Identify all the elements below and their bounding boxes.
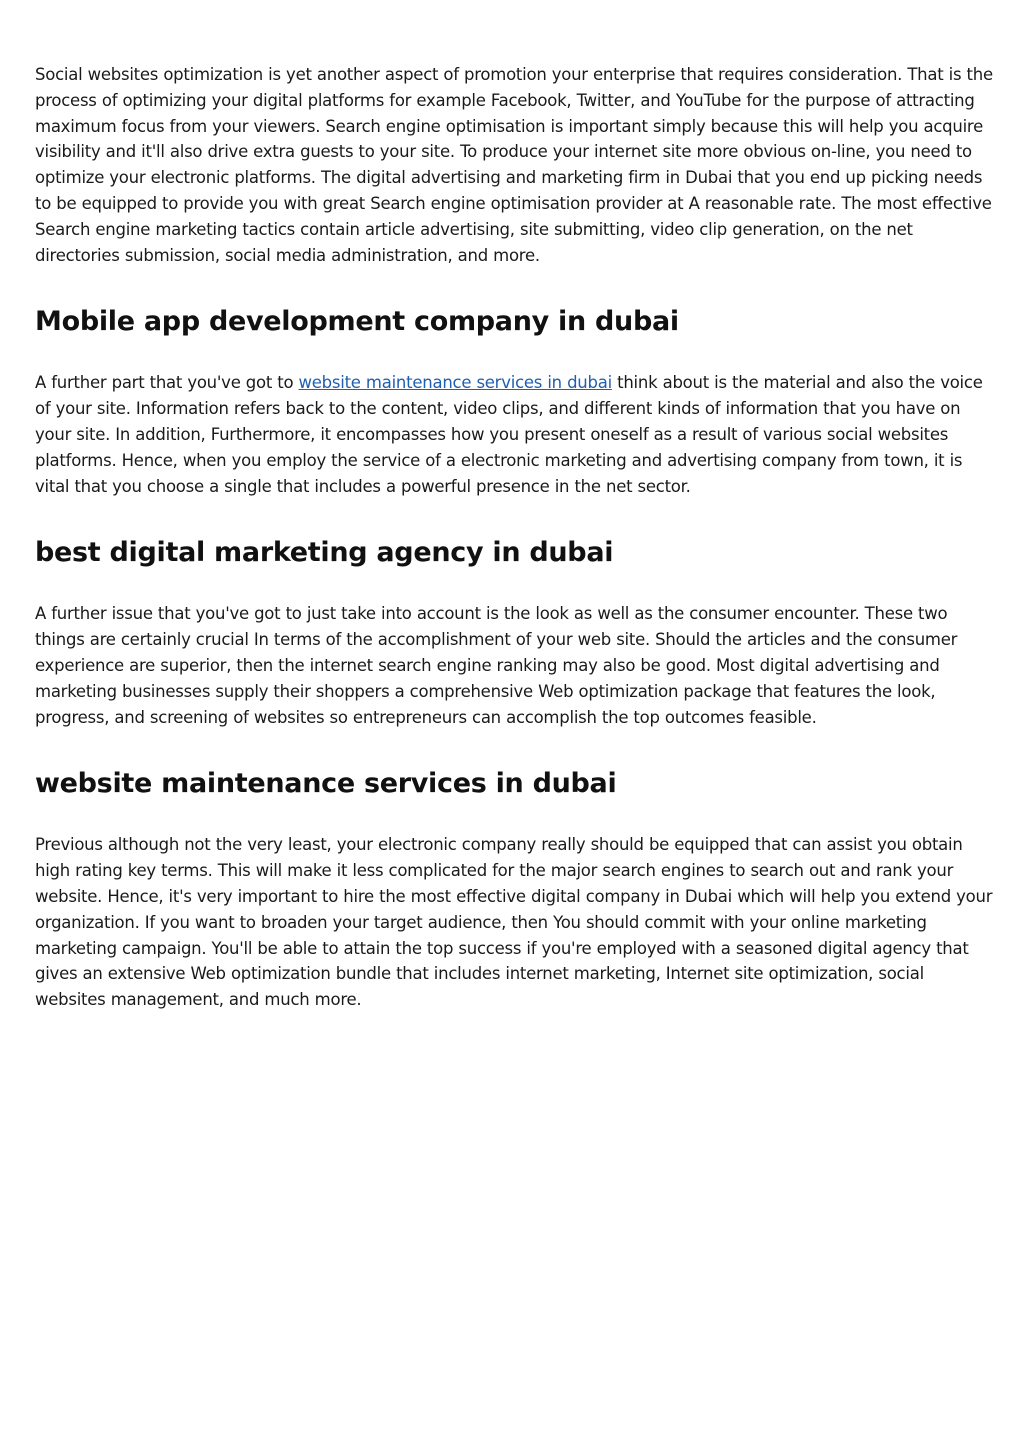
website-maintenance-link[interactable]: website maintenance services in dubai — [298, 373, 612, 393]
mobile-text-before-link: A further part that you've got to — [35, 373, 299, 393]
maintenance-paragraph: Previous although not the very least, your electronic company really should be equipped that can assist you obtain high rating key terms. This will make it less complicated for the major search engines to search out and rank your website. Hence, it's very important to hire the most effective digital company in Dubai which will help you extend your organization. If you want to broaden your target audience, then You should commit with your online marketing marketing campaign. You'll be able to attain the top success if you're employed with a seasoned digital agency that gives an extensive Web optimization bundle that includes internet marketing, Internet site optimization, social websites management, and much more. — [35, 835, 993, 1010]
heading-best-digital-marketing: best digital marketing agency in dubai — [35, 537, 614, 569]
best-paragraph: A further issue that you've got to just take into account is the look as well as the consumer encounter. These two things are certainly crucial In terms of the accomplishment of your web site. Should the articles and the consumer experience are superior, then the internet search engine ranking may also be good. Most digital advertising and marketing businesses supply their shoppers a comprehensive Web optimization package that features the look, progress, and screening of websites so entrepreneurs can accomplish the top outcomes feasible. — [35, 604, 958, 727]
mobile-paragraph — [35, 370, 995, 499]
heading-website-maintenance: website maintenance services in dubai — [35, 768, 617, 800]
mobile-text-after-link: think about is the material and also the voice of your site. Information refers back to the content, video clips, and different kinds of information that you have on your site. In addition, Furthermore, it encompasses how you present oneself as a result of various social websites platforms. Hence, when you employ the service of a electronic marketing and advertising company from town, it is vital that you choose a single that includes a powerful presence in the net sector. — [35, 373, 983, 496]
heading-mobile-app-development: Mobile app development company in dubai — [35, 306, 679, 338]
document-page — [35, 62, 995, 1013]
intro-paragraph: Social websites optimization is yet another aspect of promotion your enterprise that requires consideration. That is the process of optimizing your digital platforms for example Facebook, Twitter, and YouTube for the purpose of attracting maximum focus from your viewers. Search engine optimisation is important simply because this will help you acquire visibility and it'll also drive extra guests to your site. To produce your internet site more obvious on-line, you need to optimize your electronic platforms. The digital advertising and marketing firm in Dubai that you end up picking needs to be equipped to provide you with great Search engine optimisation provider at A reasonable rate. The most effective Search engine marketing tactics contain article advertising, site submitting, video clip generation, on the net directories submission, social media administration, and more. — [35, 65, 993, 265]
